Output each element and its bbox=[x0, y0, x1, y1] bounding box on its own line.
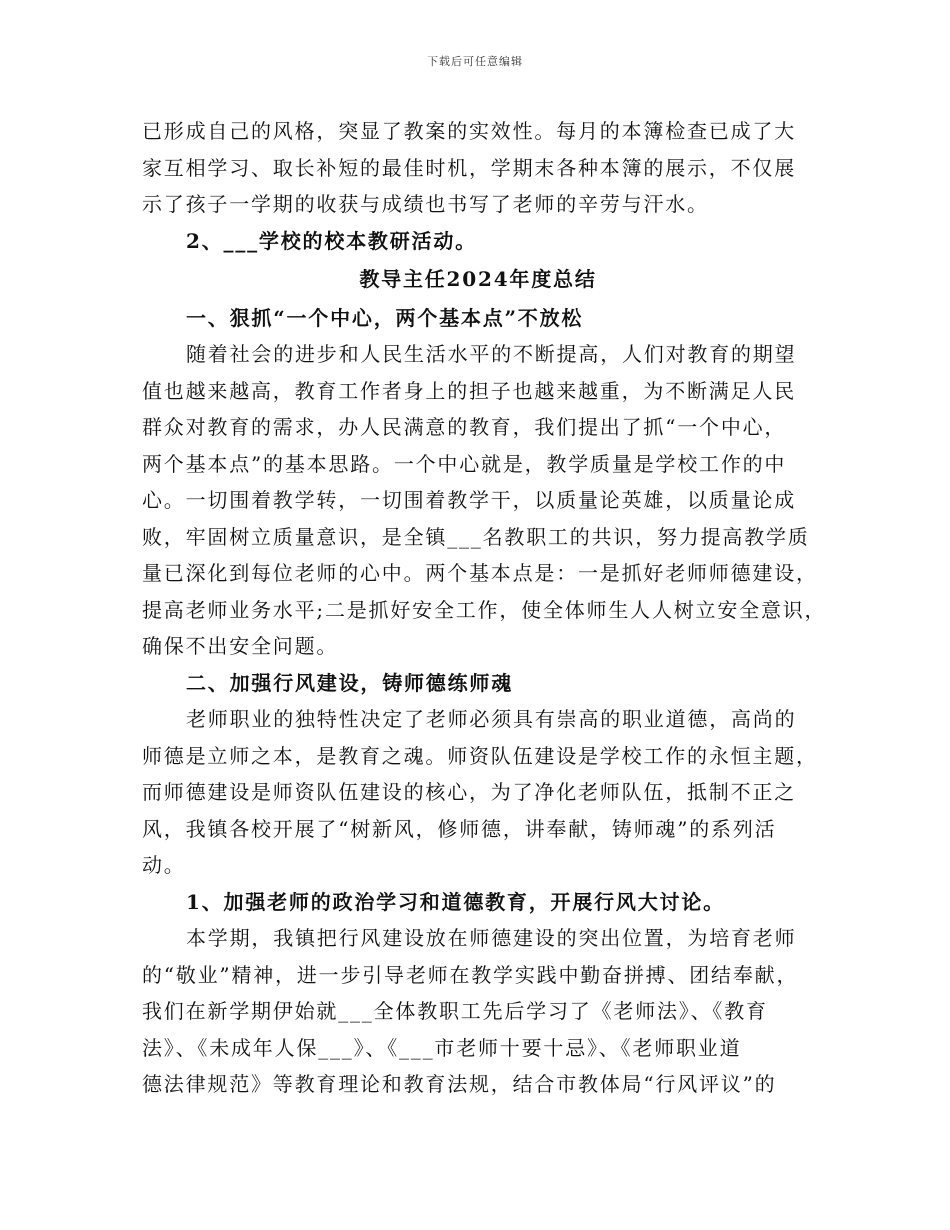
paragraph-line: 败，牢固树立质量意识，是全镇___名教职工的共识，努力提高教学质 bbox=[142, 524, 810, 549]
paragraph-line: 师德是立师之本，是教育之魂。师资队伍建设是学校工作的永恒主题， bbox=[142, 743, 818, 768]
paragraph-line: 心。一切围着教学转，一切围着教学干，以质量论英雄，以质量论成 bbox=[142, 488, 796, 512]
paragraph-line: 老师职业的独特性决定了老师必须具有崇高的职业道德，高尚的 bbox=[186, 707, 797, 731]
paragraph-line: 法》、《未成年人保___》、《___市老师十要十忌》、《老师职业道 bbox=[142, 1035, 742, 1060]
document-body bbox=[142, 113, 827, 1103]
section-heading: 1、加强老师的政治学习和道德教育，开展行风大讨论。 bbox=[186, 889, 725, 914]
paragraph-line: 量已深化到每位老师的心中。两个基本点是：一是抓好老师师德建设， bbox=[142, 561, 818, 585]
paragraph-line: 本学期，我镇把行风建设放在师德建设的突出位置，为培育老师 bbox=[186, 926, 797, 950]
paragraph-line: 已形成自己的风格，突显了教案的实效性。每月的本簿检查已成了大 bbox=[142, 119, 796, 143]
paragraph-line: 动。 bbox=[142, 853, 186, 877]
paragraph-line: 提高老师业务水平;二是抓好安全工作，使全体师生人人树立安全意识， bbox=[142, 597, 827, 622]
paragraph-line: 德法律规范》等教育理论和教育法规，结合市教体局“行风评议”的 bbox=[142, 1072, 777, 1096]
section-heading: 二、加强行风建设，铸师德练师魂 bbox=[186, 670, 513, 695]
paragraph-line: 的“敬业”精神，进一步引导老师在教学实践中勤奋拼搏、团结奉献， bbox=[142, 962, 799, 987]
document-title: 教导主任2024年度总结 bbox=[359, 267, 597, 291]
paragraph-line: 群众对教育的需求，办人民满意的教育，我们提出了抓“一个中心， bbox=[142, 415, 787, 439]
page-header: 下载后可任意编辑 bbox=[427, 55, 523, 68]
paragraph-line: 示了孩子一学期的收获与成绩也书写了老师的辛劳与汗水。 bbox=[142, 192, 709, 216]
paragraph-line: 家互相学习、取长补短的最佳时机，学期末各种本簿的展示，不仅展 bbox=[142, 155, 796, 180]
paragraph-line: 两个基本点”的基本思路。一个中心就是，教学质量是学校工作的中 bbox=[142, 451, 787, 476]
paragraph-line: 我们在新学期伊始就___全体教职工先后学习了《老师法》、《教育 bbox=[142, 999, 768, 1023]
section-heading: 一、狠抓“一个中心，两个基本点”不放松 bbox=[186, 305, 584, 330]
paragraph-line: 随着社会的进步和人民生活水平的不断提高，人们对教育的期望 bbox=[186, 342, 797, 366]
paragraph-line: 风，我镇各校开展了“树新风，修师德，讲奉献，铸师魂”的系列活 bbox=[142, 816, 777, 841]
paragraph-line: 确保不出安全问题。 bbox=[142, 634, 339, 658]
section-heading: 2、___学校的校本教研活动。 bbox=[186, 228, 477, 253]
paragraph-line: 而师德建设是师资队伍建设的核心，为了净化老师队伍，抵制不正之 bbox=[142, 780, 796, 804]
paragraph-line: 值也越来越高，教育工作者身上的担子也越来越重，为不断满足人民 bbox=[142, 378, 796, 403]
